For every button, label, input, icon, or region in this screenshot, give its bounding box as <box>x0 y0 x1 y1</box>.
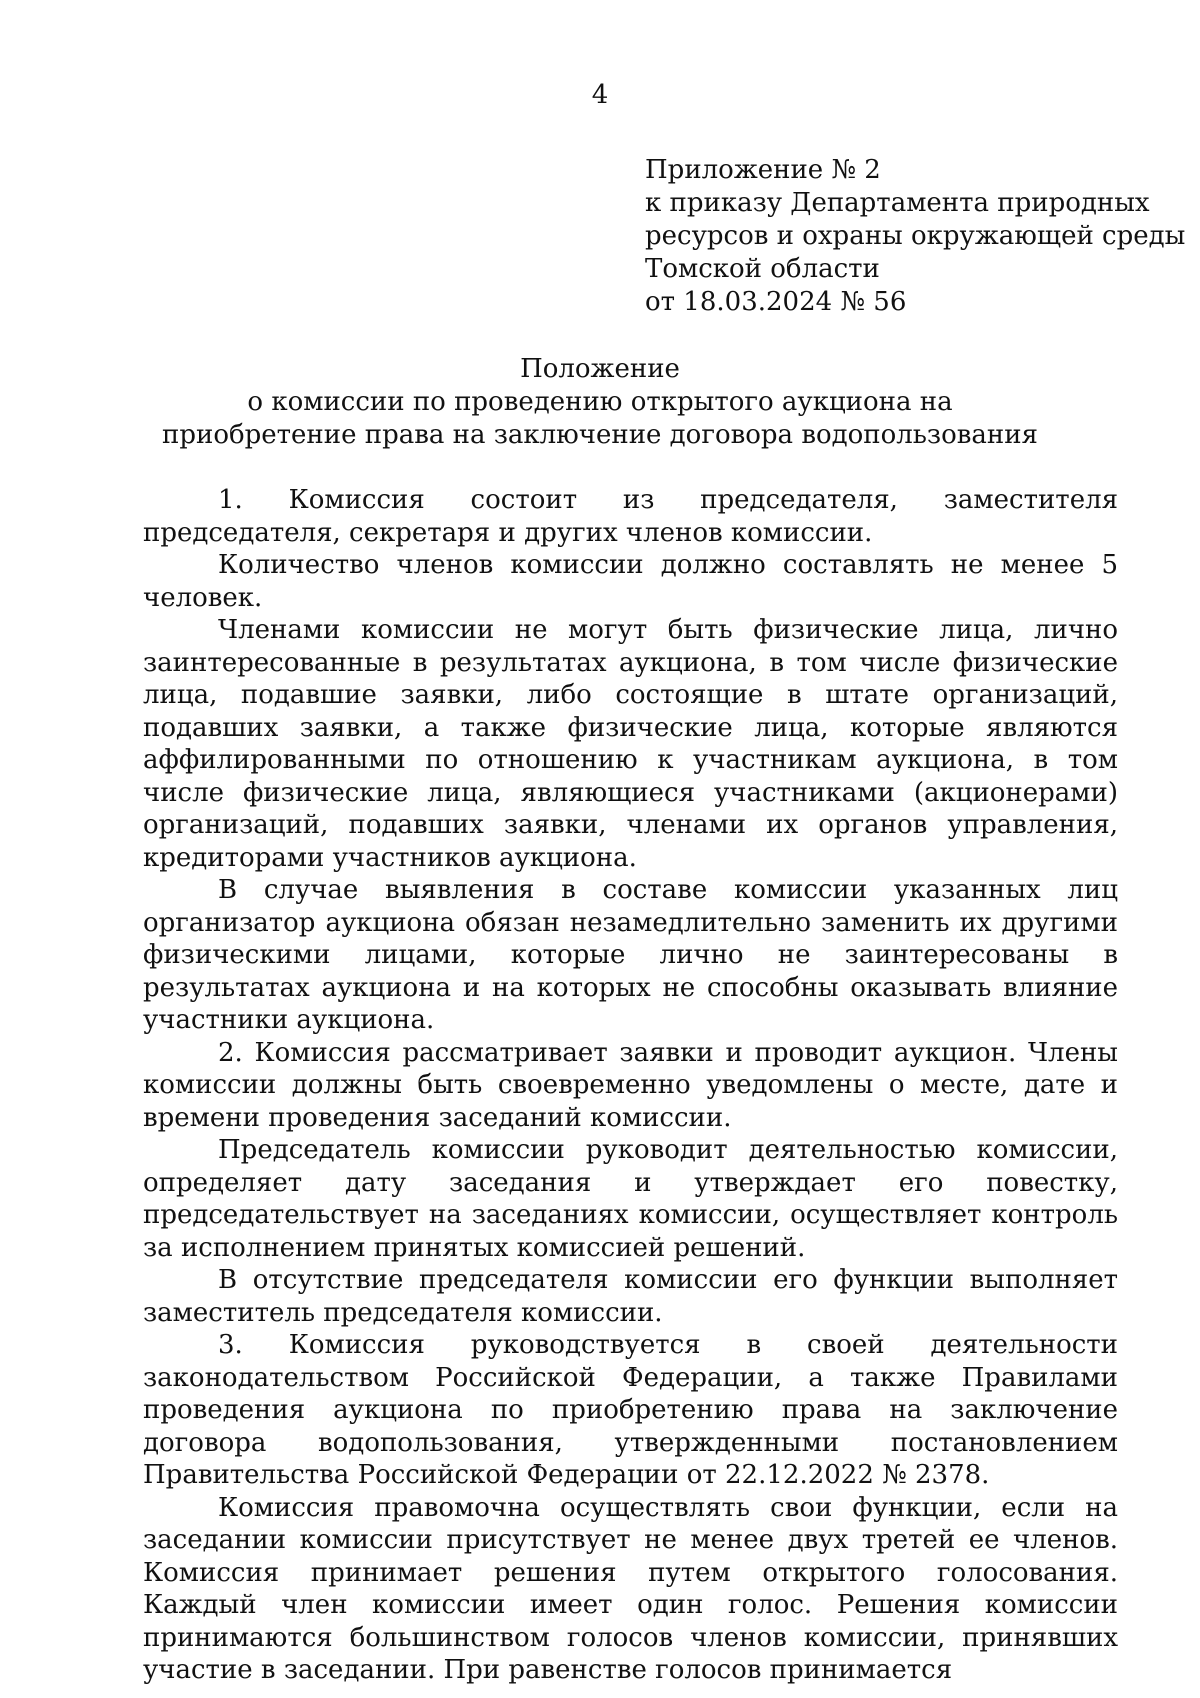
appendix-order-line: к приказу Департамента природных <box>645 188 1150 218</box>
title-subject-line-2: приобретение права на заключение договора водопользования <box>162 420 1038 450</box>
title-heading: Положение <box>520 354 680 384</box>
page-number: 4 <box>591 80 609 110</box>
paragraph-deputy-chairman: В отсутствие председателя комиссии его функции выполняет заместитель председателя комиссии. <box>143 1265 1118 1328</box>
paragraph-2-duties: 2. Комиссия рассматривает заявки и проводит аукцион. Члены комиссии должны быть своевременно уведомлены о месте, дате и времени проведения заседаний комиссии. <box>143 1037 1118 1133</box>
title-subject-line-1: о комиссии по проведению открытого аукциона на <box>247 387 953 417</box>
paragraph-quorum: Комиссия правомочна осуществлять свои функции, если на заседании комиссии присутствует не менее двух третей ее членов. Комиссия принимает решения путем открытого голосования. Каждый член комиссии имеет один голос. Решения комиссии принимаются большинством голосов членов комиссии, принявших участие в заседании. При равенстве голосов принимается <box>143 1492 1118 1685</box>
appendix-date-line: от 18.03.2024 № 56 <box>645 287 907 317</box>
document-body <box>143 484 1118 1687</box>
paragraph-chairman-duties: Председатель комиссии руководит деятельностью комиссии, определяет дату заседания и утверждает его повестку, председательствует на заседаниях комиссии, осуществляет контроль за исполнением принятых комиссией решений. <box>143 1135 1118 1263</box>
document-title <box>0 353 1200 452</box>
appendix-number: Приложение № 2 <box>645 155 881 185</box>
paragraph-member-restrictions: Членами комиссии не могут быть физические лица, лично заинтересованные в результатах аукциона, в том числе физические лица, подавшие заявки, либо состоящие в штате организаций, подавших заявки, а также физические лица, которые являются аффилированными по отношению к участникам аукциона, в том числе физические лица, являющиеся участниками (акционерами) организаций, подавших заявки, членами их органов управления, кредиторами участников аукциона. <box>143 615 1118 873</box>
paragraph-3-legal-basis: 3. Комиссия руководствуется в своей деятельности законодательством Российской Федерации, а также Правилами проведения аукциона по приобретению права на заключение договора водопользования, утвержденными постановлением Правительства Российской Федерации от 22.12.2022 № 2378. <box>143 1330 1118 1490</box>
paragraph-1-composition: 1. Комиссия состоит из председателя, заместителя председателя, секретаря и других членов комиссии. <box>143 485 1118 548</box>
appendix-region-line: Томской области <box>645 254 880 284</box>
appendix-reference <box>645 154 1186 319</box>
paragraph-member-count: Количество членов комиссии должно составлять не менее 5 человек. <box>143 550 1118 613</box>
paragraph-member-replacement: В случае выявления в составе комиссии указанных лиц организатор аукциона обязан незамедлительно заменить их другими физическими лицами, которые лично не заинтересованы в результатах аукциона и на которых не способны оказывать влияние участники аукциона. <box>143 875 1118 1035</box>
appendix-department-line: ресурсов и охраны окружающей среды <box>645 221 1186 251</box>
